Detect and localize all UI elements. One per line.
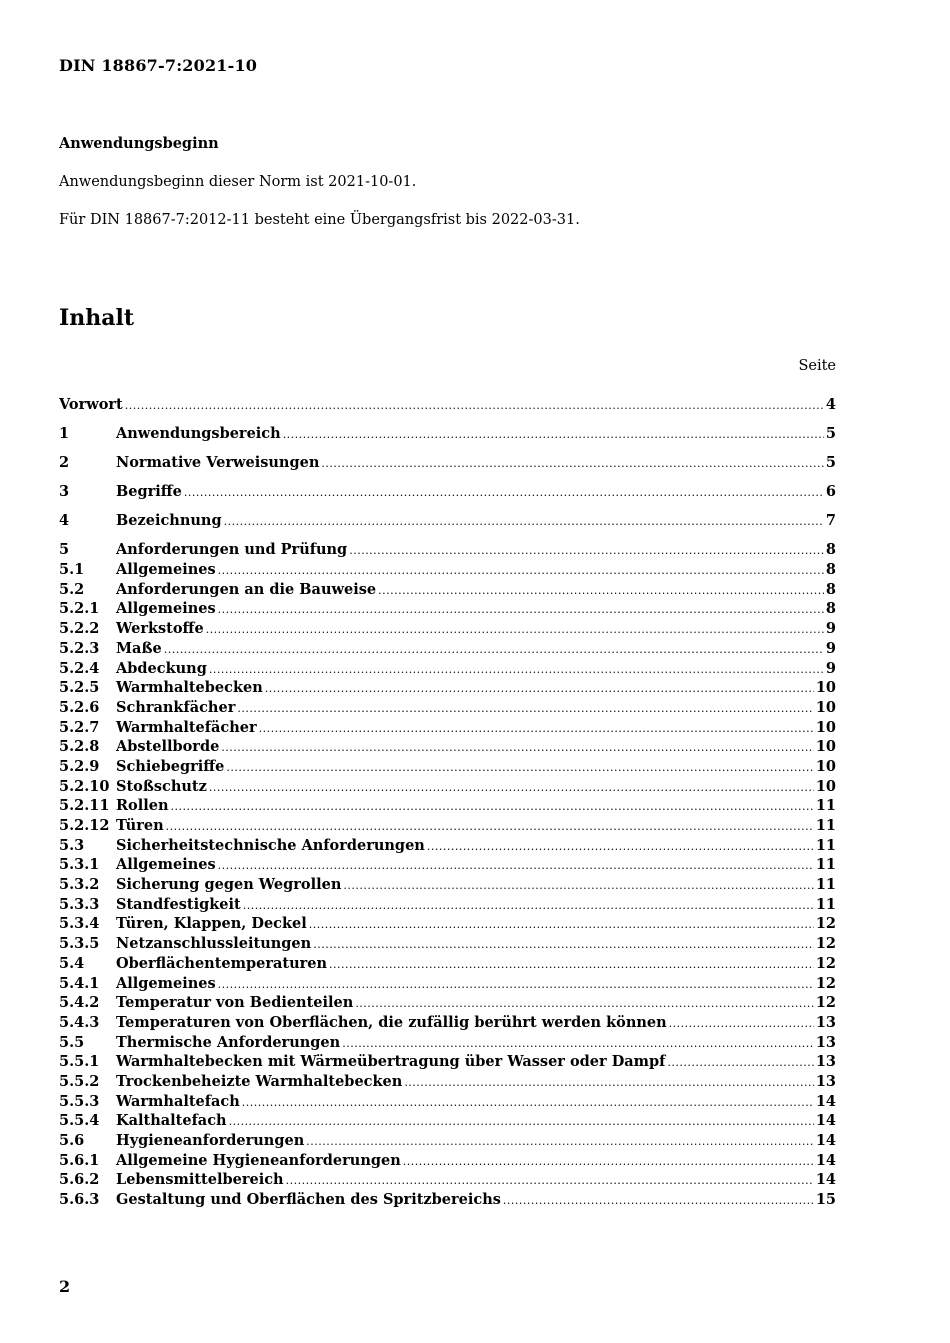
toc-entry-number: 5.2.2 (59, 620, 100, 638)
toc-leader-dots (404, 1076, 814, 1089)
toc-entry[interactable] (59, 738, 836, 758)
toc-entry[interactable] (59, 699, 836, 719)
toc-leader-dots (218, 603, 824, 616)
toc-leader-dots (184, 486, 824, 499)
toc-entry-page: 9 (825, 639, 836, 657)
application-date-text: Anwendungsbeginn dieser Norm ist 2021-10-01. (59, 174, 417, 190)
toc-leader-dots (343, 879, 813, 892)
toc-leader-dots (218, 564, 824, 577)
toc-entry-title: Trockenbeheizte Warmhaltebecken (116, 1072, 403, 1090)
toc-entry-number: 5.2.11 (59, 797, 110, 815)
toc-entry-page: 14 (815, 1151, 836, 1169)
toc-entry[interactable] (59, 994, 836, 1014)
toc-leader-dots (427, 840, 814, 853)
toc-leader-dots (283, 428, 824, 441)
toc-entry-page: 11 (815, 817, 836, 835)
toc-entry-page: 14 (815, 1092, 836, 1110)
toc-entry-page: 14 (815, 1112, 836, 1130)
toc-leader-dots (221, 741, 814, 754)
toc-entry[interactable] (59, 600, 836, 620)
toc-entry[interactable] (59, 1132, 836, 1152)
toc-entry-title: Normative Verweisungen (116, 454, 320, 472)
toc-entry-title: Schiebegriffe (116, 757, 225, 775)
toc-entry-title: Türen (116, 817, 164, 835)
toc-entry[interactable] (59, 1034, 836, 1054)
toc-entry[interactable] (59, 797, 836, 817)
toc-entry-number: 5.6.1 (59, 1151, 100, 1169)
toc-entry-number: 5.1 (59, 561, 85, 579)
toc-entry-number: 5.2 (59, 580, 85, 598)
toc-entry-page: 5 (825, 425, 836, 443)
toc-entry[interactable] (59, 620, 836, 640)
toc-entry[interactable] (59, 1073, 836, 1093)
toc-leader-dots (237, 702, 813, 715)
toc-leader-dots (226, 761, 813, 774)
toc-entry[interactable] (59, 876, 836, 896)
toc-entry-title: Rollen (116, 797, 169, 815)
toc-entry-title: Anwendungsbereich (116, 425, 281, 443)
toc-entry[interactable] (59, 679, 836, 699)
toc-entry-number: 5.2.12 (59, 817, 110, 835)
toc-entry-page: 8 (825, 561, 836, 579)
toc-entry-page: 10 (815, 777, 836, 795)
document-code: DIN 18867-7:2021-10 (59, 56, 258, 75)
toc-entry-number: 5.3.2 (59, 876, 100, 894)
toc-leader-dots (218, 978, 814, 991)
toc-entry-page: 12 (815, 954, 836, 972)
toc-entry[interactable] (59, 955, 836, 975)
toc-entry-number: 5.6 (59, 1132, 85, 1150)
toc-entry-page: 12 (815, 915, 836, 933)
toc-leader-dots (503, 1194, 814, 1207)
toc-entry[interactable] (59, 778, 836, 798)
toc-entry-page: 12 (815, 994, 836, 1012)
toc-entry-number: 5.2.4 (59, 659, 100, 677)
toc-leader-dots (669, 1017, 814, 1030)
toc-entry-title: Bezeichnung (116, 512, 222, 530)
toc-entry-page: 10 (815, 718, 836, 736)
toc-entry-page: 9 (825, 659, 836, 677)
toc-entry[interactable] (59, 975, 836, 995)
toc-entry-number: 5.5.4 (59, 1112, 100, 1130)
toc-entry-page: 11 (815, 856, 836, 874)
toc-entry-number: 5.3.4 (59, 915, 100, 933)
toc-entry[interactable] (59, 660, 836, 680)
toc-entry[interactable] (59, 837, 836, 857)
toc-leader-dots (229, 1115, 814, 1128)
toc-entry-page: 6 (825, 483, 836, 501)
toc-entry-number: 5.2.9 (59, 757, 100, 775)
toc-leader-dots (329, 958, 814, 971)
toc-leader-dots (218, 859, 814, 872)
toc-leader-dots (209, 781, 814, 794)
toc-entry[interactable] (59, 856, 836, 876)
toc-leader-dots (667, 1056, 813, 1069)
toc-entry-page: 8 (825, 541, 836, 559)
toc-entry-title: Kalthaltefach (116, 1112, 227, 1130)
toc-entry-page: 13 (815, 1033, 836, 1051)
toc-entry-number: 5.5 (59, 1033, 85, 1051)
toc-entry-title: Türen, Klappen, Deckel (116, 915, 307, 933)
toc-entry-number: 5.4.1 (59, 974, 100, 992)
toc-entry-number: 5.3.5 (59, 935, 100, 953)
toc-entry-page: 5 (825, 454, 836, 472)
toc-leader-dots (171, 800, 814, 813)
toc-entry-title: Vorwort (59, 396, 123, 413)
application-heading: Anwendungsbeginn (59, 135, 219, 152)
toc-entry-page: 8 (825, 580, 836, 598)
toc-entry-title: Warmhaltebecken (116, 679, 263, 697)
toc-leader-dots (259, 722, 814, 735)
toc-entry-title: Anforderungen und Prüfung (116, 541, 348, 559)
toc-entry-title: Werkstoffe (116, 620, 204, 638)
toc-entry-title: Begriffe (116, 483, 182, 501)
toc-entry-title: Warmhaltefächer (116, 718, 257, 736)
toc-entry[interactable] (59, 1191, 836, 1211)
toc-entry[interactable] (59, 1053, 836, 1073)
toc-entry-page: 13 (815, 1013, 836, 1031)
toc-leader-dots (125, 399, 824, 412)
toc-leader-dots (265, 682, 814, 695)
toc-leader-dots (309, 918, 814, 931)
toc-leader-dots (378, 584, 824, 597)
table-of-contents (59, 396, 836, 1211)
toc-entry-title: Abdeckung (116, 659, 207, 677)
toc-entry-title: Maße (116, 639, 162, 657)
toc-entry-number: 5.2.8 (59, 738, 100, 756)
toc-entry[interactable] (59, 640, 836, 660)
toc-entry-title: Warmhaltebecken mit Wärmeübertragung über Wasser oder Dampf (116, 1053, 666, 1071)
toc-entry[interactable] (59, 483, 836, 503)
toc-entry[interactable] (59, 719, 836, 739)
toc-leader-dots (342, 1037, 814, 1050)
toc-entry-title: Allgemeines (116, 561, 216, 579)
toc-entry-title: Netzanschlussleitungen (116, 935, 312, 953)
page-number: 2 (59, 1277, 71, 1296)
toc-leader-dots (209, 663, 824, 676)
toc-entry-title: Sicherheitstechnische Anforderungen (116, 836, 425, 854)
toc-entry[interactable] (59, 1014, 836, 1034)
toc-entry-title: Allgemeines (116, 974, 216, 992)
toc-entry-page: 13 (815, 1053, 836, 1071)
toc-entry-number: 5.6.3 (59, 1191, 100, 1209)
toc-leader-dots (224, 515, 824, 528)
toc-entry-title: Schrankfächer (116, 698, 236, 716)
toc-entry-title: Temperatur von Bedienteilen (116, 994, 354, 1012)
toc-entry-number: 5.3.1 (59, 856, 100, 874)
toc-entry-title: Allgemeines (116, 856, 216, 874)
toc-leader-dots (164, 643, 824, 656)
toc-entry-number: 5.5.1 (59, 1053, 100, 1071)
toc-entry-title: Warmhaltefach (116, 1092, 240, 1110)
toc-entry-number: 5.2.1 (59, 600, 100, 618)
toc-entry-number: 5.4.2 (59, 994, 100, 1012)
toc-entry-page: 11 (815, 797, 836, 815)
toc-entry-page: 12 (815, 935, 836, 953)
toc-entry-page: 15 (815, 1191, 836, 1209)
toc-entry[interactable] (59, 1152, 836, 1172)
toc-entry-page: 11 (815, 895, 836, 913)
toc-entry[interactable] (59, 1112, 836, 1132)
toc-leader-dots (242, 1096, 814, 1109)
toc-entry-title: Standfestigkeit (116, 895, 241, 913)
toc-leader-dots (403, 1155, 814, 1168)
toc-entry-page: 8 (825, 600, 836, 618)
toc-entry-title: Abstellborde (116, 738, 220, 756)
toc-entry-page: 11 (815, 876, 836, 894)
toc-leader-dots (321, 457, 824, 470)
toc-entry-title: Thermische Anforderungen (116, 1033, 341, 1051)
toc-entry[interactable] (59, 425, 836, 445)
toc-entry[interactable] (59, 896, 836, 916)
toc-entry[interactable] (59, 541, 836, 561)
toc-entry-number: 5.2.10 (59, 777, 110, 795)
toc-entry-title: Oberflächentemperaturen (116, 954, 328, 972)
toc-entry-number: 5.2.7 (59, 718, 100, 736)
toc-leader-dots (166, 820, 814, 833)
toc-entry-number: 5.2.5 (59, 679, 100, 697)
toc-entry-number: 3 (59, 483, 70, 501)
toc-entry-page: 14 (815, 1132, 836, 1150)
toc-entry-page: 11 (815, 836, 836, 854)
toc-leader-dots (306, 1135, 814, 1148)
toc-entry[interactable] (59, 1171, 836, 1191)
toc-entry[interactable] (59, 935, 836, 955)
toc-leader-dots (286, 1174, 814, 1187)
toc-entry[interactable] (59, 581, 836, 601)
toc-entry[interactable] (59, 512, 836, 532)
toc-leader-dots (355, 997, 814, 1010)
toc-entry-title: Anforderungen an die Bauweise (116, 580, 377, 598)
toc-entry-page: 10 (815, 698, 836, 716)
toc-entry[interactable] (59, 561, 836, 581)
toc-entry-title: Temperaturen von Oberflächen, die zufällig berührt werden können (116, 1013, 667, 1031)
toc-entry-page: 10 (815, 757, 836, 775)
toc-entry-number: 2 (59, 454, 70, 472)
toc-entry-number: 4 (59, 512, 70, 530)
toc-entry-page: 13 (815, 1072, 836, 1090)
toc-entry-number: 5 (59, 541, 70, 559)
toc-entry-number: 5.4 (59, 954, 85, 972)
toc-entry-page: 10 (815, 738, 836, 756)
toc-entry-number: 5.3.3 (59, 895, 100, 913)
toc-entry-title: Stoßschutz (116, 777, 207, 795)
toc-entry-number: 5.2.6 (59, 698, 100, 716)
toc-leader-dots (243, 899, 814, 912)
toc-entry-title: Lebensmittelbereich (116, 1171, 284, 1189)
toc-entry-title: Allgemeine Hygieneanforderungen (116, 1151, 401, 1169)
toc-leader-dots (313, 938, 814, 951)
toc-entry[interactable] (59, 396, 836, 416)
toc-entry-title: Hygieneanforderungen (116, 1132, 305, 1150)
toc-entry-page: 12 (815, 974, 836, 992)
toc-entry[interactable] (59, 454, 836, 474)
toc-entry-page: 10 (815, 679, 836, 697)
toc-entry[interactable] (59, 758, 836, 778)
toc-entry-title: Allgemeines (116, 600, 216, 618)
transition-period-text: Für DIN 18867-7:2012-11 besteht eine Übergangsfrist bis 2022-03-31. (59, 212, 580, 228)
toc-page-column-label: Seite (798, 358, 836, 374)
toc-entry-page: 4 (825, 396, 836, 413)
toc-entry-number: 1 (59, 425, 70, 443)
toc-entry-page: 7 (825, 512, 836, 530)
toc-entry-page: 14 (815, 1171, 836, 1189)
toc-entry[interactable] (59, 1093, 836, 1113)
toc-entry-title: Gestaltung und Oberflächen des Spritzbereichs (116, 1191, 501, 1209)
toc-title: Inhalt (59, 305, 135, 331)
toc-entry-title: Sicherung gegen Wegrollen (116, 876, 342, 894)
toc-entry-number: 5.6.2 (59, 1171, 100, 1189)
toc-entry[interactable] (59, 817, 836, 837)
toc-entry-number: 5.4.3 (59, 1013, 100, 1031)
toc-leader-dots (206, 623, 824, 636)
toc-entry-number: 5.2.3 (59, 639, 100, 657)
toc-entry-page: 9 (825, 620, 836, 638)
toc-leader-dots (349, 544, 824, 557)
toc-entry-number: 5.3 (59, 836, 85, 854)
toc-entry[interactable] (59, 915, 836, 935)
toc-entry-number: 5.5.3 (59, 1092, 100, 1110)
toc-entry-number: 5.5.2 (59, 1072, 100, 1090)
